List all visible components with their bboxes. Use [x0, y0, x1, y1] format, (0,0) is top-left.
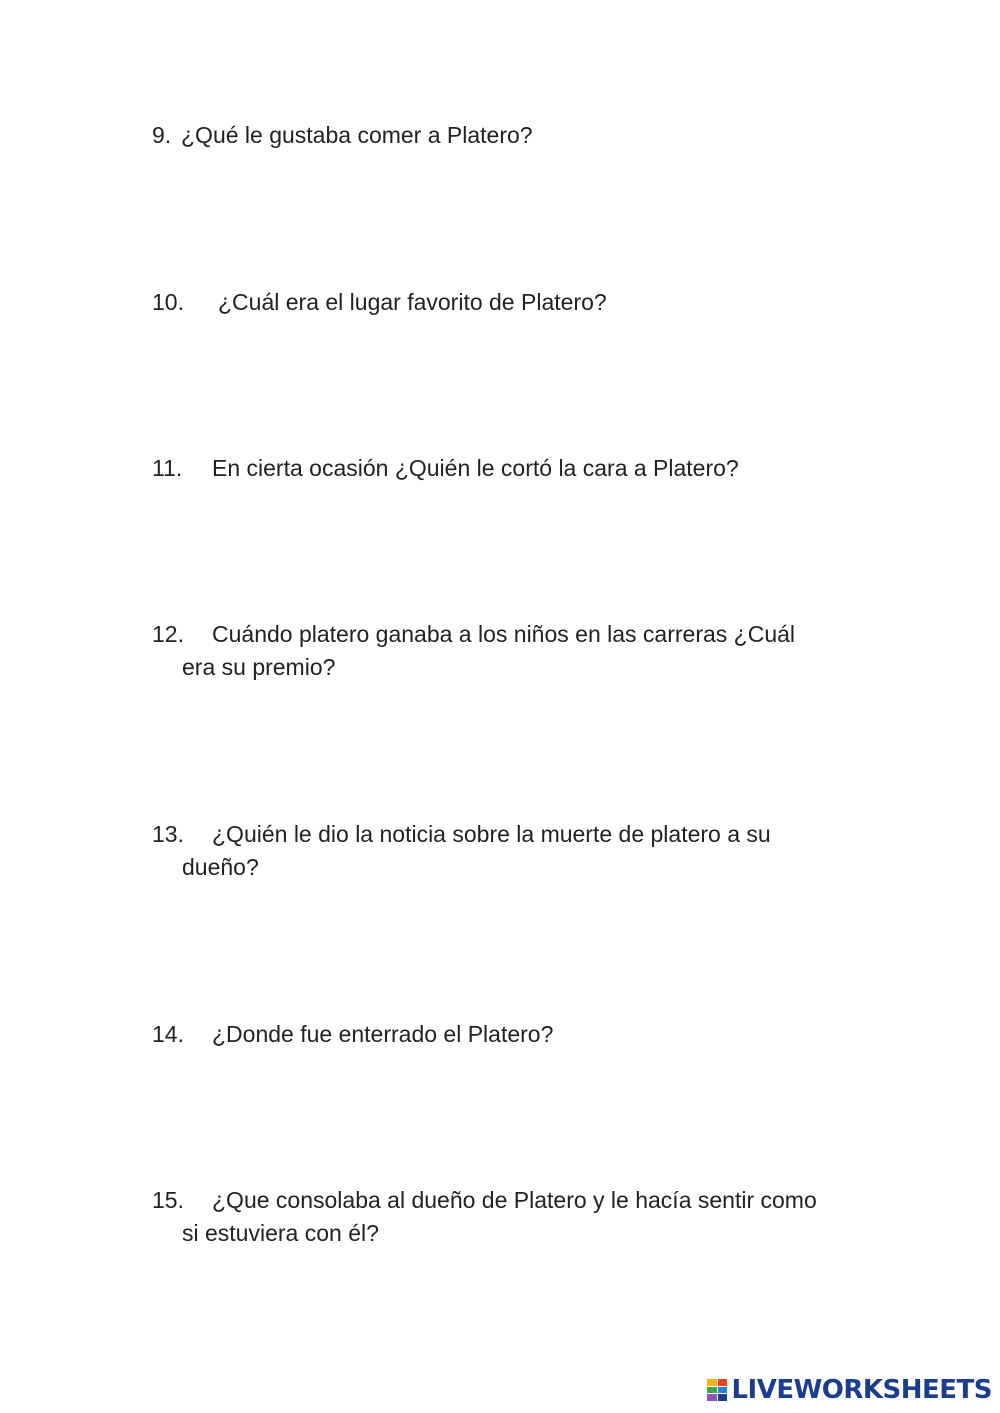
question-number: 15.	[152, 1187, 184, 1213]
logo-square	[718, 1387, 728, 1394]
question-number: 9.	[152, 122, 172, 148]
question-9	[152, 119, 533, 152]
logo-square	[718, 1379, 728, 1386]
question-11	[152, 452, 739, 485]
question-15	[152, 1184, 817, 1250]
question-13	[152, 818, 771, 884]
question-number: 13.	[152, 821, 184, 847]
question-14	[152, 1018, 553, 1051]
logo-square	[707, 1394, 717, 1401]
question-text-continuation: era su premio?	[182, 654, 336, 680]
question-text: ¿Qué le gustaba comer a Platero?	[181, 122, 533, 148]
logo-text: LIVEWORKSHEETS	[731, 1375, 992, 1405]
logo-square	[718, 1394, 728, 1401]
question-number: 10.	[152, 289, 184, 315]
question-text-continuation: dueño?	[182, 854, 259, 880]
question-text: Cuándo platero ganaba a los niños en las carreras ¿Cuál	[212, 621, 796, 647]
logo-square	[707, 1379, 717, 1386]
liveworksheets-logo-icon	[707, 1379, 727, 1401]
question-number: 11.	[152, 455, 183, 481]
question-text: En cierta ocasión ¿Quién le cortó la cara a Platero?	[212, 455, 739, 481]
question-12	[152, 618, 795, 684]
question-number: 12.	[152, 621, 184, 647]
question-text: ¿Quién le dio la noticia sobre la muerte de platero a su	[212, 821, 771, 847]
question-number: 14.	[152, 1021, 184, 1047]
question-10	[152, 286, 607, 319]
question-text: ¿Donde fue enterrado el Platero?	[212, 1021, 554, 1047]
liveworksheets-logo	[707, 1375, 992, 1405]
question-text-continuation: si estuviera con él?	[182, 1220, 379, 1246]
question-text: ¿Cuál era el lugar favorito de Platero?	[218, 289, 607, 315]
logo-square	[707, 1387, 717, 1394]
question-text: ¿Que consolaba al dueño de Platero y le hacía sentir como	[212, 1187, 817, 1213]
